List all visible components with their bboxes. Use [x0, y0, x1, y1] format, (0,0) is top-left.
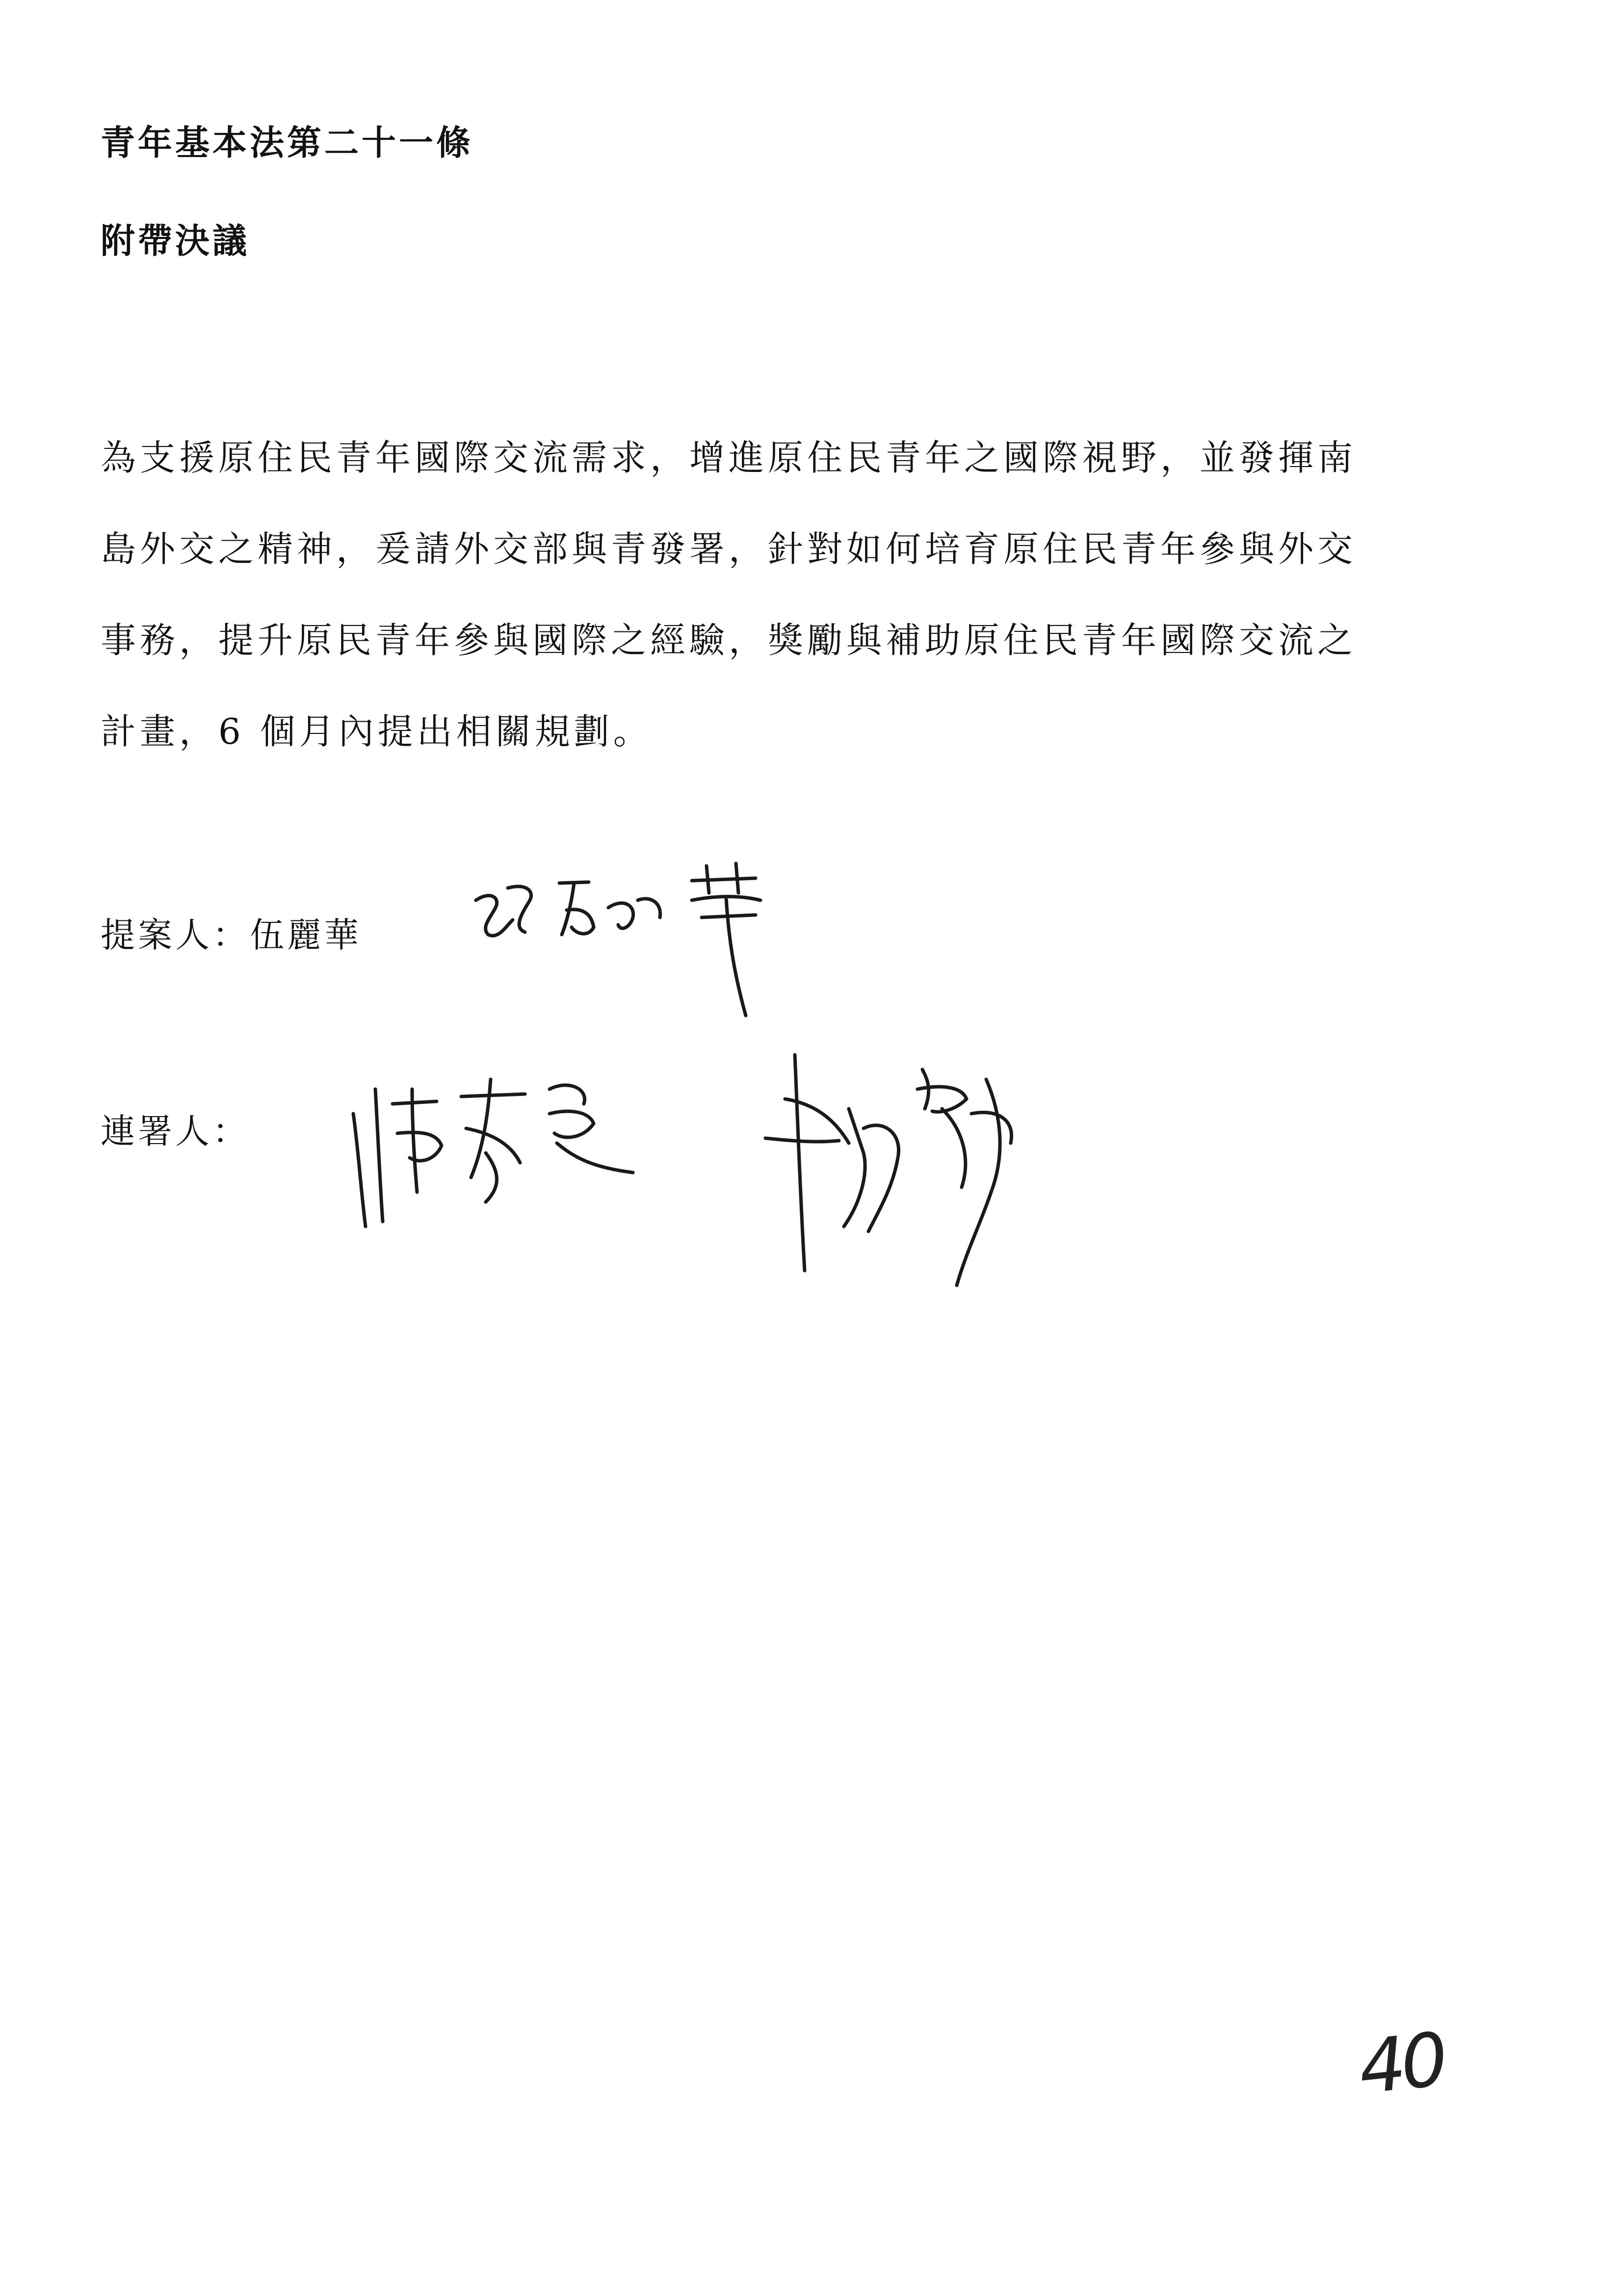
body-line-2: 島外交之精神，爰請外交部與青發署，針對如何培育原住民青年參與外交 — [101, 528, 1357, 570]
page-number: 40 — [1355, 2017, 1447, 2111]
cosigner-row — [101, 1104, 250, 1153]
proposer-signature — [461, 854, 834, 1030]
body-line-1: 為支援原住民青年國際交流需求，增進原住民青年之國際視野，並發揮南 — [101, 437, 1357, 478]
document-title: 青年基本法第二十一條 — [101, 122, 473, 163]
proposer-row — [101, 908, 362, 957]
cosigner-signature-2 — [756, 1040, 1050, 1315]
proposer-label: 提案人： — [101, 915, 250, 955]
body-line-4: 計畫，6 個月內提出相關規劃。 — [101, 711, 653, 752]
body-line-3: 事務，提升原民青年參與國際之經驗，獎勵與補助原住民青年國際交流之 — [101, 620, 1357, 661]
cosigner-label: 連署人： — [101, 1111, 250, 1151]
document-subtitle: 附帶決議 — [101, 220, 250, 261]
cosigner-signature-1 — [339, 1060, 662, 1246]
resolution-body — [101, 412, 1514, 777]
proposer-name: 伍麗華 — [250, 915, 362, 955]
